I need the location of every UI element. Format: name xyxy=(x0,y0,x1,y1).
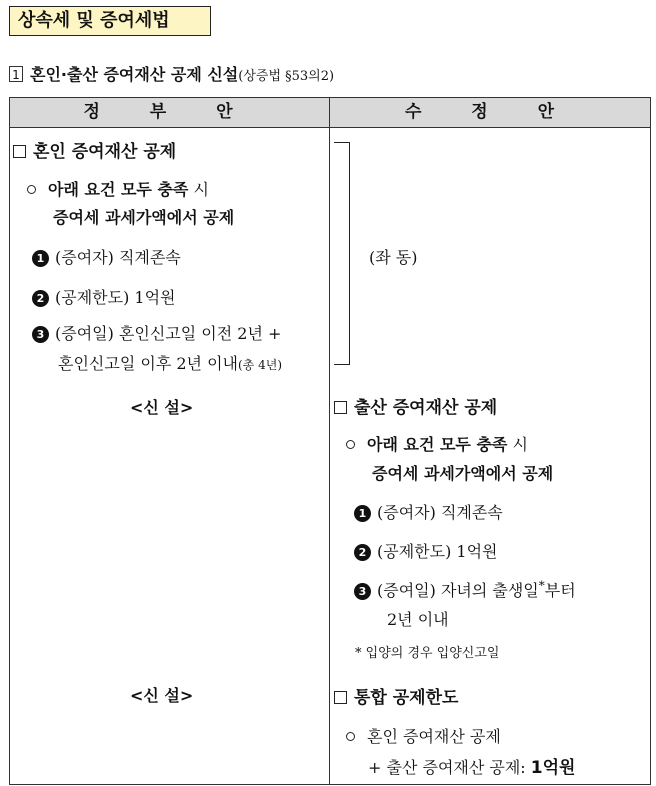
number-1-icon: 1 xyxy=(354,505,371,522)
combined-limit-title: 통합 공제한도 xyxy=(334,683,458,708)
circle-bullet-icon xyxy=(27,185,36,194)
right-item-2: 2 (공제한도) 1억원 xyxy=(354,539,498,562)
square-bullet-icon xyxy=(334,401,347,414)
right-item-1: 1 (증여자) 직계존속 xyxy=(354,500,503,523)
section-heading-text: 혼인·출산 증여재산 공제 신설 xyxy=(30,65,239,84)
adoption-footnote: * 입양의 경우 입양신고일 xyxy=(355,646,500,661)
birth-deduction-title: 출산 증여재산 공제 xyxy=(334,393,497,418)
number-3-icon: 3 xyxy=(32,326,49,343)
left-item-3-line2: 혼인신고일 이후 2년 이내(총 4년) xyxy=(58,354,282,373)
comparison-table xyxy=(9,97,651,785)
number-3-icon: 3 xyxy=(354,583,371,600)
left-condition-line1: 아래 요건 모두 충족 시 xyxy=(27,177,209,200)
same-as-left-bracket xyxy=(334,142,350,365)
right-condition-line1: 아래 요건 모두 충족 시 xyxy=(346,432,528,455)
section-heading xyxy=(9,62,334,85)
left-condition-line2: 증여세 과세가액에서 공제 xyxy=(53,208,235,227)
document-title: 상속세 및 증여세법 xyxy=(9,6,211,36)
left-item-1: 1 (증여자) 직계존속 xyxy=(32,245,181,268)
table-border xyxy=(9,97,651,785)
right-item-3: 3 (증여일) 자녀의 출생일*부터 xyxy=(354,578,576,601)
left-new-placeholder-2: <신 설> xyxy=(130,686,194,705)
combined-line2: + 출산 증여재산 공제: 1억원 xyxy=(368,758,576,778)
section-number-box: 1 xyxy=(9,66,23,82)
number-2-icon: 2 xyxy=(354,544,371,561)
header-revised-proposal: 수 정 안 xyxy=(330,97,651,128)
combined-line1: 혼인 증여재산 공제 xyxy=(346,724,501,747)
square-bullet-icon xyxy=(334,691,347,704)
same-as-left-text: (좌 동) xyxy=(369,248,418,267)
right-item-3-line2: 2년 이내 xyxy=(387,610,449,629)
marriage-deduction-title: 혼인 증여재산 공제 xyxy=(13,137,176,162)
circle-bullet-icon xyxy=(346,440,355,449)
section-reference: (상증법 §53의2) xyxy=(238,69,335,84)
left-item-3: 3 (증여일) 혼인신고일 이전 2년 + xyxy=(32,321,281,344)
left-item-2: 2 (공제한도) 1억원 xyxy=(32,285,176,308)
header-government-proposal: 정 부 안 xyxy=(9,97,329,128)
number-2-icon: 2 xyxy=(32,290,49,307)
circle-bullet-icon xyxy=(346,732,355,741)
square-bullet-icon xyxy=(13,145,26,158)
right-condition-line2: 증여세 과세가액에서 공제 xyxy=(372,464,554,483)
left-new-placeholder-1: <신 설> xyxy=(130,398,194,417)
number-1-icon: 1 xyxy=(32,250,49,267)
